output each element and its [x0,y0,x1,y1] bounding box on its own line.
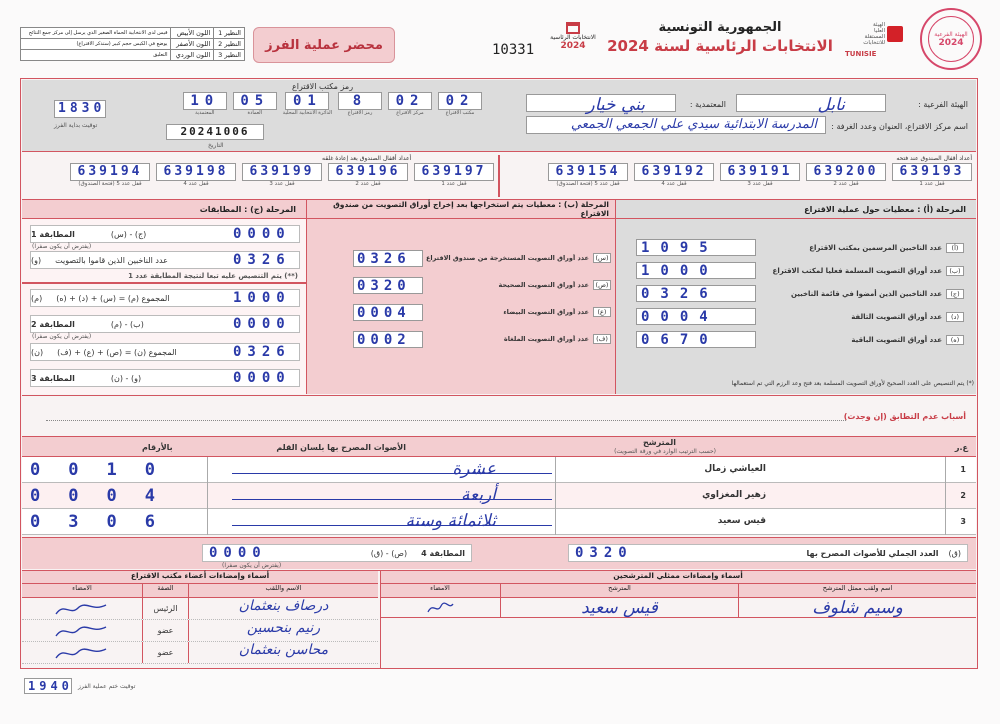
rep-signature[interactable] [380,598,500,617]
start-time-field[interactable]: 1830 [54,100,106,118]
stage-b-row: (ص) عدد أوراق التصويت الصحيحة 0320 [341,276,611,294]
match-4-row: المطابقة 4 (ص) - (ق) 0000 [202,544,472,562]
member-signature[interactable] [22,598,142,619]
stage-b-value-box[interactable]: 0326 [353,250,423,267]
stage-b-row: (س) عدد أوراق التصويت المستخرجة من صندوق الاقتراع 0326 [341,249,611,267]
votes-in-digits[interactable]: 0010 [30,460,183,480]
votes-in-words[interactable]: أربعة [461,485,496,505]
office-code-field: 10 المعتمدية [183,92,227,116]
candidate-name: قيس سعيد [717,516,766,526]
date-label: التاريخ [208,142,224,149]
stage-a-value-box[interactable]: 0670 [636,331,756,348]
table-row: 3 قيس سعيد ثلاثمائة وستة 0306 [22,509,976,535]
stage-b-value-box[interactable]: 0002 [353,331,423,348]
center-label: اسم مركز الاقتراع، العنوان وعدد الغرفة : [831,122,968,131]
results-header: ع.ر المترشح (حسب الترتيب الوارد في ورقة التصويت) الأصوات المصرح بها بلسان القلم بالأرقام [22,437,976,457]
form-title: محضر عملية الفرز [253,27,395,63]
lock-number-box[interactable]: 639194 [70,163,150,181]
office-code-box[interactable]: 01 [285,92,329,110]
stage-b-row: (ف) عدد أوراق التصويت الملغاة 0002 [341,330,611,348]
stage-a-row: (أ) عدد الناخبين المرسمين بمكتب الاقتراع 1095 [624,239,964,256]
stage-b-section [306,219,616,394]
member-name[interactable]: درصاف بنعثمان [188,598,378,619]
office-code-field: 8 رمز الاقتراع [338,92,382,116]
lock-item: 639192 قفل عدد 4 [634,163,714,193]
office-code-label: رمز مكتب الاقتراع [292,82,354,91]
reps-header: اسم ولقب ممثل المترشح المترشح الامضاء [380,584,976,598]
stage-a-row: (د) عدد أوراق التصويت التالفة 0004 [624,308,964,325]
lock-number-box[interactable]: 639196 [328,163,408,181]
stage-a-value-box[interactable]: 0326 [636,285,756,302]
votes-in-digits[interactable]: 0004 [30,486,183,506]
member-row [22,642,378,664]
member-role: عضو [142,620,188,641]
voters-value[interactable]: 0326 [233,252,291,268]
lock-number-box[interactable]: 639200 [806,163,886,181]
match-2-row: 0000 (ب) - (م) المطابقة 2 [30,315,300,333]
mismatch-label: أسباب عدم التطابق (إن وجدت) [843,412,966,421]
member-name[interactable]: محاسن بنعثمان [188,642,378,663]
stage-headers [22,199,976,219]
office-members-header: الاسم واللقب الصفة الامضاء [22,584,378,598]
member-row [22,620,378,642]
stage-a-row: (ج) عدد الناخبين الذين أمضوا في قائمة الناخبين 0326 [624,285,964,302]
member-role: عضو [142,642,188,663]
lock-item: 639154 قفل عدد 5 (فتحة الصندوق) [548,163,628,193]
stage-c-section: 0000 (ج) - (س) المطابقة 1 (يفترض أن يكون صفرا) 0326 عدد الناخبين الذين قاموا بالتصويت (و) (**) يتم التنصيص عليه تبعا لنتيجة المطابقة عدد 1 1000 المجموع (م) = (س) + (د) + (ه) (م) 0000 (ب) - (م) المطابقة 2 (يفترض أن يكون صفرا) 0326 المجموع (ن) = (ص) + (ع) + (ف) (ن) 0000 (و) - (ن) المطابقة 3 [22,219,306,394]
candidate-name: زهير المغزاوي [702,490,766,500]
locks-open-group [522,163,972,193]
copies-table [20,27,245,61]
office-code-box[interactable]: 05 [233,92,277,110]
mismatch-line[interactable] [46,420,846,421]
signatures-section [22,570,976,667]
end-time-field[interactable]: 1940 [24,678,72,694]
tunisia-flag-icon [887,26,903,42]
rep-row [380,598,976,618]
totals-section: (ق) العدد الجملي للأصوات المصرح بها 0320 المطابقة 4 (ص) - (ق) 0000 (يفترض أن يكون صفرا) [22,537,976,569]
table-row: النظير 2 اللون الأصفر يوضع في الكيس حجم كبير (ستذكر الاقتراع) [21,39,245,50]
stage-a-title: المرحلة (أ) : معطيات حول عملية الاقتراع [616,200,976,218]
election-logo: الانتخابات الرئاسية 2024 [548,22,598,51]
sum-m-row: 1000 المجموع (م) = (س) + (د) + (ه) (م) [30,289,300,307]
member-name[interactable]: رنيم بنحسين [188,620,378,641]
delegation-field[interactable]: بني خيار [526,94,676,112]
delegation-label: المعتمدية : [689,100,726,109]
table-row: 2 زهير المغزاوي أربعة 0004 [22,483,976,509]
lock-number-box[interactable]: 639199 [242,163,322,181]
votes-in-words[interactable]: ثلاثمائة وستة [405,511,496,531]
serial-number: 10331 [492,42,535,58]
end-time-label: توقيت ختم عملية الفرز [78,683,136,690]
office-code-group [162,92,482,116]
sum-n-value[interactable]: 0326 [233,344,291,360]
regional-label: الهيئة الفرعية : [918,100,968,109]
stage-a-row: (ب) عدد أوراق التصويت المسلمة فعليا لمكتب الاقتراع 1000 [624,262,964,279]
results-table [22,436,976,536]
office-info-section [22,80,976,152]
lock-item: 639199 قفل عدد 3 [242,163,322,193]
lock-number-box[interactable]: 639198 [156,163,236,181]
regional-field[interactable]: نابل [736,94,886,112]
lock-item: 639197 قفل عدد 1 [414,163,494,193]
locks-open-title: أعداد أقفال الصندوق عند فتحه [896,155,972,162]
lock-item: 639200 قفل عدد 2 [806,163,886,193]
stage-c-title: المرحلة (ج) : المطابقات [22,200,306,218]
lock-number-box[interactable]: 639193 [892,163,972,181]
office-code-field: 05 العمادة [233,92,277,116]
stage-a-section [616,219,976,394]
table-row: النظير 3 اللون الوردي التعليق [21,50,245,61]
stage-a-value-box[interactable]: 0004 [636,308,756,325]
sum-n-row: 0326 المجموع (ن) = (ص) + (ع) + (ف) (ن) [30,343,300,361]
rep-candidate[interactable]: قيس سعيد [500,598,738,617]
match-3-row: 0000 (و) - (ن) المطابقة 3 [30,369,300,387]
office-code-field: 02 مركز الاقتراع [388,92,432,116]
mismatch-section [22,395,976,435]
locks-close-group [34,163,494,193]
isie-logo: الهيئة العليا المستقلة للانتخابات TUNISIE [845,20,905,62]
match-4-value[interactable]: 0000 [209,545,267,561]
locks-section [22,153,976,198]
lock-number-box[interactable]: 639191 [720,163,800,181]
header [0,0,1000,78]
votes-in-words[interactable]: عشرة [452,459,496,479]
office-code-field: 01 الدائرة الانتخابية المحلية [282,93,332,116]
office-code-box[interactable]: 02 [388,92,432,110]
sum-m-value[interactable]: 1000 [233,290,291,306]
lock-number-box[interactable]: 639197 [414,163,494,181]
office-code-box[interactable]: 02 [438,92,482,110]
member-role: الرئيس [142,598,188,619]
office-code-box[interactable]: 10 [183,92,227,110]
total-votes-row: (ق) العدد الجملي للأصوات المصرح بها 0320 [568,544,968,562]
stage-a-note: (*) يتم التنصيص على العدد الصحيح لأوراق التصويت المسلمة بعد فتح وعد الرزم التي تم استعمالها [731,380,974,387]
lock-item: 639191 قفل عدد 3 [720,163,800,193]
office-code-field: 02 مكتب الاقتراع [438,92,482,116]
lock-item: 639194 قفل عدد 5 (فتحة الصندوق) [70,163,150,193]
lock-number-box[interactable]: 639192 [634,163,714,181]
office-members-title: أسماء وإمضاءات أعضاء مكتب الاقتراع [22,571,378,584]
center-field[interactable]: المدرسة الابتدائية سيدي علي الجمعي الجمعي [526,116,826,134]
match-2-value[interactable]: 0000 [233,316,291,332]
stage-a-value-box[interactable]: 1095 [636,239,756,256]
official-stamp: الهيئة الفرعية 2024 [920,8,982,70]
stage-b-row: (ع) عدد أوراق التصويت البيضاء 0004 [341,303,611,321]
office-code-box[interactable]: 8 [338,92,382,110]
match-1-row: 0000 (ج) - (س) المطابقة 1 [30,225,300,243]
reps-title: أسماء وإمضاءات ممثلي المترشحين [380,571,976,584]
ballot-box-icon [566,22,580,34]
date-field[interactable]: 20241006 [166,124,264,140]
rep-name[interactable]: وسيم شلوف [738,598,976,617]
member-signature[interactable] [22,642,142,663]
member-signature[interactable] [22,620,142,641]
votes-in-digits[interactable]: 0306 [30,512,183,532]
stage-a-value-box[interactable]: 1000 [636,262,756,279]
locks-close-title: أعداد أقفال الصندوق بعد إعادة غلقه [322,155,412,162]
match-1-value[interactable]: 0000 [233,226,291,242]
lock-item: 639198 قفل عدد 4 [156,163,236,193]
total-votes-value[interactable]: 0320 [575,545,633,561]
voters-row: 0326 عدد الناخبين الذين قاموا بالتصويت (و) [30,251,300,269]
stage-b-title: المرحلة (ب) : معطيات يتم استخراجها بعد إخراج أوراق التصويت من صندوق الاقتراع [306,200,616,218]
lock-number-box[interactable]: 639154 [548,163,628,181]
table-row: النظير 1 اللون الأبيض قيس لدى الانتخابية الحماة الصغير الذي يرسل إلى مركز جمع النتائج [21,28,245,39]
member-row [22,598,378,620]
page-title: الجمهورية التونسية الانتخابات الرئاسية لسنة 2024 [607,20,833,55]
match-3-value[interactable]: 0000 [233,370,291,386]
lock-item: 639196 قفل عدد 2 [328,163,408,193]
lock-item: 639193 قفل عدد 1 [892,163,972,193]
table-row: 1 العياشي زمال عشرة 0010 [22,457,976,483]
candidate-name: العياشي زمال [704,464,766,474]
stage-b-value-box[interactable]: 0004 [353,304,423,321]
stage-b-value-box[interactable]: 0320 [353,277,423,294]
stage-a-row: (ه) عدد أوراق التصويت الباقية 0670 [624,331,964,348]
start-time-label: توقيت بداية الفرز [54,122,98,129]
